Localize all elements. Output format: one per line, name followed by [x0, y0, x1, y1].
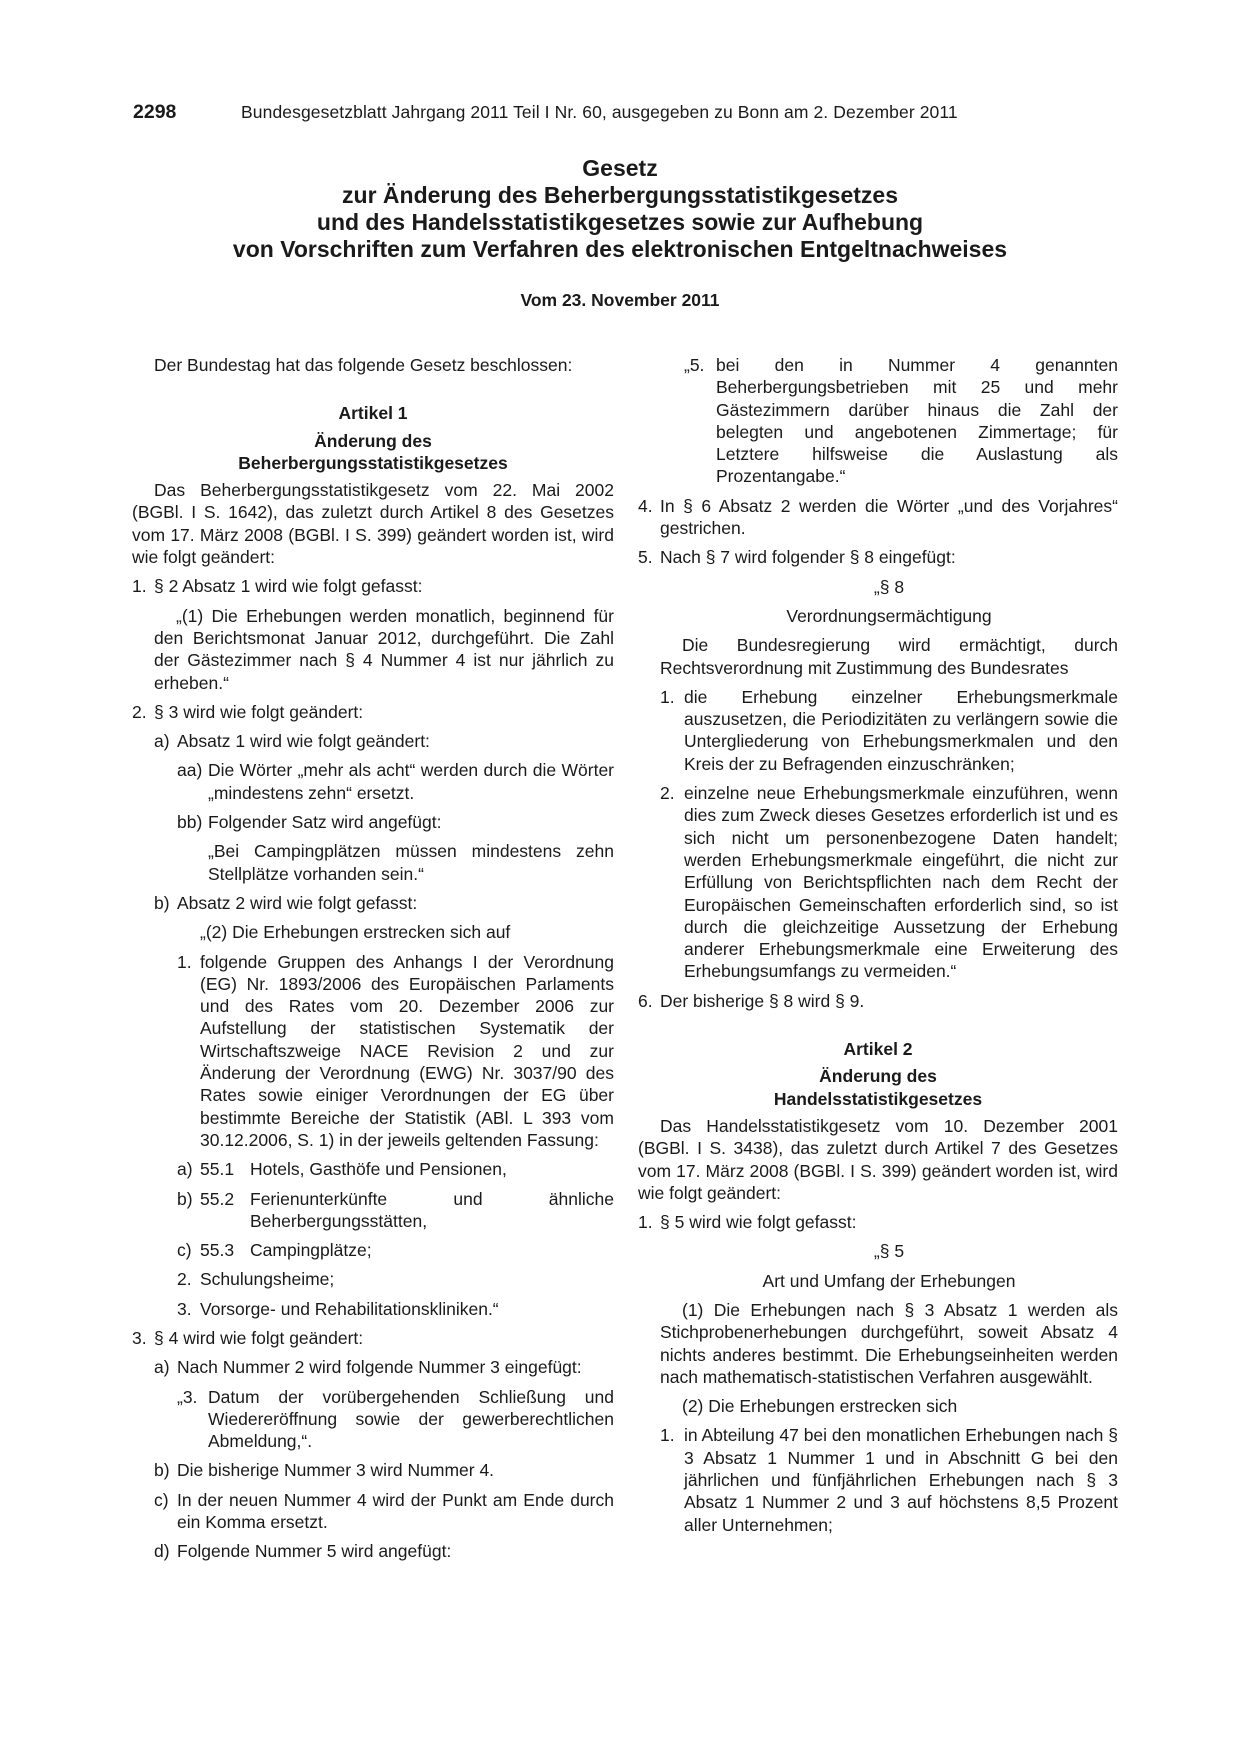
article-2-title-line: Handelsstatistikgesetzes: [773, 1088, 983, 1109]
title-line: Gesetz: [582, 155, 658, 181]
item-number: 1.: [132, 576, 147, 597]
page-number: 2298: [133, 101, 177, 123]
article-1-title-line: Änderung des: [314, 430, 432, 451]
item-text: Absatz 2 wird wie folgt gefasst:: [177, 892, 418, 913]
item-text: Absatz 1 wird wie folgt geändert:: [177, 731, 430, 752]
article-1-intro: Das Beherbergungsstatistikgesetz vom 22. Mai 2002 (BGBl. I S. 1642), das zuletzt durch Artikel 8 des Gesetzes vom 17. März 2008 (BGBl. I S. 399) geändert worden ist, wird wie folgt geändert:: [132, 480, 614, 568]
list-item: [638, 1424, 1118, 1535]
nace-code: 55.1: [200, 1159, 235, 1180]
list-item: [132, 892, 614, 914]
law-date: Vom 23. November 2011: [520, 290, 720, 310]
list-item: [132, 1489, 614, 1534]
law-title: [130, 155, 1110, 263]
item-letter: aa): [177, 760, 203, 781]
section-paragraph: (1) Die Erhebungen nach § 3 Absatz 1 werden als Stichprobenerhebungen durchgeführt, soweit Absatz 4 nichts anderes bestimmt. Die Erhebungseinheiten werden nach mathematisch-statistischen Verfahren ausgewählt.: [660, 1299, 1118, 1387]
item-number: 2.: [177, 1269, 192, 1290]
list-item: [132, 730, 614, 752]
item-letter: b): [154, 892, 170, 913]
list-item: [132, 1298, 614, 1320]
item-letter: a): [154, 731, 170, 752]
item-text: Folgender Satz wird angefügt:: [208, 812, 442, 833]
section-paragraph: (2) Die Erhebungen erstrecken sich: [682, 1396, 958, 1417]
item-number: 3.: [132, 1327, 147, 1348]
item-text: in Abteilung 47 bei den monatlichen Erhebungen nach § 3 Absatz 1 Nummer 1 und in Abschnitt G bei den jährlichen und fünfjährlichen Erhebungen nach § 3 Absatz 1 Nummer 2 und 3 auf höchstens 8,5 Prozent aller Unternehmen;: [684, 1425, 1118, 1535]
nace-code: 55.3: [200, 1240, 235, 1261]
left-column: [132, 354, 614, 1570]
item-text: Folgende Nummer 5 wird angefügt:: [177, 1541, 452, 1562]
intro-paragraph: Der Bundestag hat das folgende Gesetz beschlossen:: [154, 355, 573, 375]
gazette-line: Bundesgesetzblatt Jahrgang 2011 Teil I Nr. 60, ausgegeben zu Bonn am 2. Dezember 2011: [241, 102, 958, 122]
item-text: folgende Gruppen des Anhangs I der Verordnung (EG) Nr. 1893/2006 des Europäischen Parlaments und des Rates vom 20. Dezember 2006 zur Aufstellung der statistischen Systematik der Wirtschaftszweige NACE Revision 2 und zur Änderung der Verordnung (EWG) Nr. 3037/90 des Rates sowie einiger Verordnungen der EG über bestimmte Bereiche der Statistik (ABl. L 393 vom 30.12.2006, S. 1) in der jeweils geltenden Fassung:: [200, 951, 614, 1150]
item-text: Die Wörter „mehr als acht“ werden durch die Wörter „mindestens zehn“ ersetzt.: [208, 760, 614, 803]
list-item: [638, 1211, 1118, 1233]
item-letter: a): [177, 1159, 193, 1180]
item-text: Nach Nummer 2 wird folgende Nummer 3 eingefügt:: [177, 1357, 582, 1378]
list-item: [132, 1540, 614, 1562]
list-item: [132, 951, 614, 1152]
item-number: 2.: [660, 783, 675, 804]
item-letter: a): [154, 1357, 170, 1378]
title-line: und des Handelsstatistikgesetzes sowie zur Aufhebung: [316, 209, 924, 235]
item-number: „5.: [684, 355, 705, 375]
article-1-number: Artikel 1: [338, 403, 408, 424]
item-text: einzelne neue Erhebungsmerkmale einzuführen, wenn dies zum Zweck dieses Gesetzes erforderlich ist und es sich nicht um personenbezogene Daten handelt; werden Erhebungsmerkmale eingeführt, die nicht zur Erfüllung von Berichtspflichten nach dem Recht der Europäischen Gemeinschaften erforderlich sind, so ist durch die gleichzeitige Aussetzung der Erhebung anderer Erhebungsmerkmale eine Erweiterung des Erhebungsumfangs zu vermeiden.“: [684, 783, 1118, 982]
item-letter: c): [177, 1240, 192, 1261]
list-item: [638, 686, 1118, 775]
list-item: [638, 354, 1118, 488]
list-item: [638, 546, 1118, 568]
item-number: 1.: [660, 686, 675, 707]
item-text: bei den in Nummer 4 genannten Beherbergungsbetrieben mit 25 und mehr Gästezimmern darüber hinaus die Zahl der belegten und angebotenen Zimmertage; für Letztere hilfsweise die Auslastung als Prozentangabe.“: [716, 355, 1118, 487]
list-item: [132, 1386, 614, 1453]
item-text: § 5 wird wie folgt gefasst:: [660, 1212, 857, 1233]
list-item: [132, 1268, 614, 1290]
section-number: „§ 8: [873, 576, 905, 597]
item-number: 4.: [638, 495, 653, 516]
list-item: [132, 759, 614, 804]
item-text: Vorsorge- und Rehabilitationskliniken.“: [200, 1298, 499, 1319]
item-text: Schulungsheime;: [200, 1269, 335, 1290]
page-header: [133, 101, 1013, 123]
list-item: [638, 495, 1118, 540]
quoted-text: „(2) Die Erhebungen erstrecken sich auf: [200, 922, 511, 943]
nace-code: 55.2: [200, 1188, 235, 1209]
item-letter: c): [154, 1489, 169, 1510]
list-item: [132, 1239, 614, 1261]
item-number: 1.: [660, 1425, 675, 1446]
title-line: zur Änderung des Beherbergungsstatistikgesetzes: [342, 182, 898, 208]
item-number: „3.: [177, 1386, 198, 1407]
item-text: § 4 wird wie folgt geändert:: [154, 1327, 364, 1348]
item-letter: b): [154, 1460, 170, 1481]
item-text: Die bisherige Nummer 3 wird Nummer 4.: [177, 1460, 495, 1481]
article-2-number: Artikel 2: [843, 1039, 913, 1060]
item-number: 6.: [638, 990, 653, 1011]
section-title: Verordnungsermächtigung: [786, 605, 992, 626]
item-text: In § 6 Absatz 2 werden die Wörter „und des Vorjahres“ gestrichen.: [660, 495, 1118, 539]
item-letter: d): [154, 1541, 170, 1562]
article-2-title-line: Änderung des: [819, 1066, 937, 1087]
article-2-intro: Das Handelsstatistikgesetz vom 10. Dezember 2001 (BGBl. I S. 3438), das zuletzt durch Artikel 7 des Gesetzes vom 17. März 2008 (BGBl. I S. 399) geändert worden ist, wird wie folgt geändert:: [638, 1115, 1118, 1203]
list-item: [638, 990, 1118, 1012]
article-1-title-line: Beherbergungsstatistikgesetzes: [238, 452, 508, 473]
item-text: § 2 Absatz 1 wird wie folgt gefasst:: [154, 576, 423, 597]
item-letter: bb): [177, 812, 203, 833]
list-item: [132, 1459, 614, 1481]
item-number: 5.: [638, 547, 653, 568]
right-column: [638, 354, 1118, 1543]
list-item: [132, 811, 614, 833]
item-text: § 3 wird wie folgt geändert:: [154, 701, 364, 722]
list-item: [132, 1356, 614, 1378]
list-item: [132, 701, 614, 723]
item-text: Campingplätze;: [250, 1240, 372, 1261]
item-letter: b): [177, 1188, 193, 1209]
list-item: [132, 575, 614, 597]
item-text: Nach § 7 wird folgender § 8 eingefügt:: [660, 547, 956, 568]
quoted-text: „Bei Campingplätzen müssen mindestens zehn Stellplätze vorhanden sein.“: [208, 841, 614, 884]
list-item: [638, 782, 1118, 983]
item-text: Datum der vorübergehenden Schließung und Wiedereröffnung sowie der gewerberechtlichen Abmeldung,“.: [208, 1386, 614, 1452]
item-number: 2.: [132, 701, 147, 722]
list-item: [132, 1158, 614, 1180]
section-intro: Die Bundesregierung wird ermächtigt, durch Rechtsverordnung mit Zustimmung des Bundesrates: [660, 635, 1118, 678]
quoted-text: „(1) Die Erhebungen werden monatlich, beginnend für den Berichtsmonat Januar 2012, durchgeführt. Die Zahl der Gästezimmer nach § 4 Nummer 4 ist nur jährlich zu erheben.“: [154, 605, 614, 693]
title-line: von Vorschriften zum Verfahren des elektronischen Entgeltnachweises: [232, 236, 1008, 262]
list-item: [132, 1327, 614, 1349]
item-text: Der bisherige § 8 wird § 9.: [660, 990, 865, 1011]
item-text: In der neuen Nummer 4 wird der Punkt am Ende durch ein Komma ersetzt.: [177, 1489, 614, 1533]
item-number: 1.: [177, 951, 192, 972]
section-title: Art und Umfang der Erhebungen: [762, 1270, 1016, 1291]
item-number: 1.: [638, 1212, 653, 1233]
item-number: 3.: [177, 1298, 192, 1319]
list-item: [132, 1188, 614, 1233]
item-text: Hotels, Gasthöfe und Pensionen,: [250, 1159, 507, 1180]
item-text: Ferienunterkünfte und ähnliche Beherbergungsstätten,: [250, 1188, 614, 1231]
section-number: „§ 5: [873, 1241, 905, 1262]
item-text: die Erhebung einzelner Erhebungsmerkmale auszusetzen, die Periodizitäten zu verlängern sowie die Untergliederung von Erhebungsmerkmalen und den Kreis der zu Befragenden einzuschränken;: [684, 686, 1118, 774]
